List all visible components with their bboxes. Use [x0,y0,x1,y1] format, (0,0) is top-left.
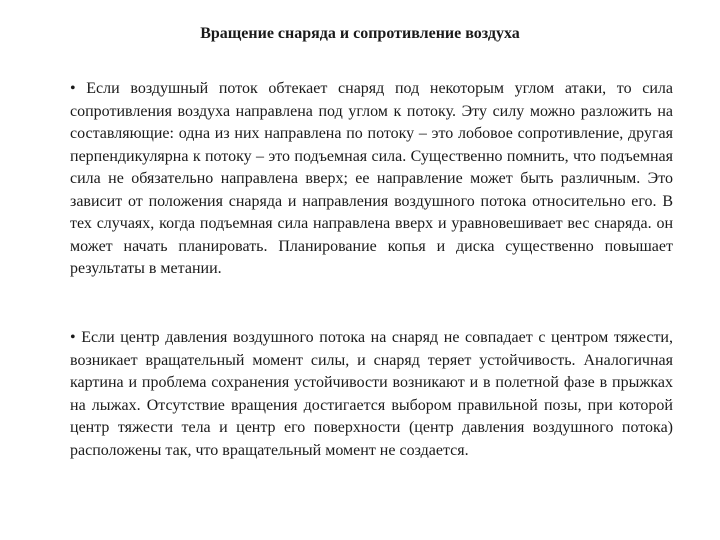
bullet-marker: • [70,329,76,346]
paragraph-2-text: Если центр давления воздушного потока на снаряд не совпадает с центром тяжести, возникает вращательный момент силы, и снаряд теряет устойчивость. Аналогичная картина и проблема сохранения устойчивости возникают и в полетной фазе в прыжках на лыжах. Отсутствие вращения достигается выбором правильной позы, при которой центр тяжести тела и центр его поверхности (центр давления воздушного потока) расположены так, что вращательный момент не создается. [70,329,673,459]
paragraph-2 [70,327,673,462]
page-title: Вращение снаряда и сопротивление воздуха [200,25,520,42]
paragraph-1 [70,78,673,281]
paragraph-1-text: Если воздушный поток обтекает снаряд под некоторым углом атаки, то сила сопротивления воздуха направлена под углом к потоку. Эту силу можно разложить на составляющие: одна из них направлена по потоку – это лобовое сопротивление, другая перпендикулярна к потоку – это подъемная сила. Существенно помнить, что подъемная сила не обязательно направлена вверх; ее направление может быть различным. Это зависит от положения снаряда и направления воздушного потока относительно его. В тех случаях, когда подъемная сила направлена вверх и уравновешивает вес снаряда. он может начать планировать. Планирование копья и диска существенно повышает результаты в метании. [70,80,674,277]
bullet-marker: • [70,80,76,97]
